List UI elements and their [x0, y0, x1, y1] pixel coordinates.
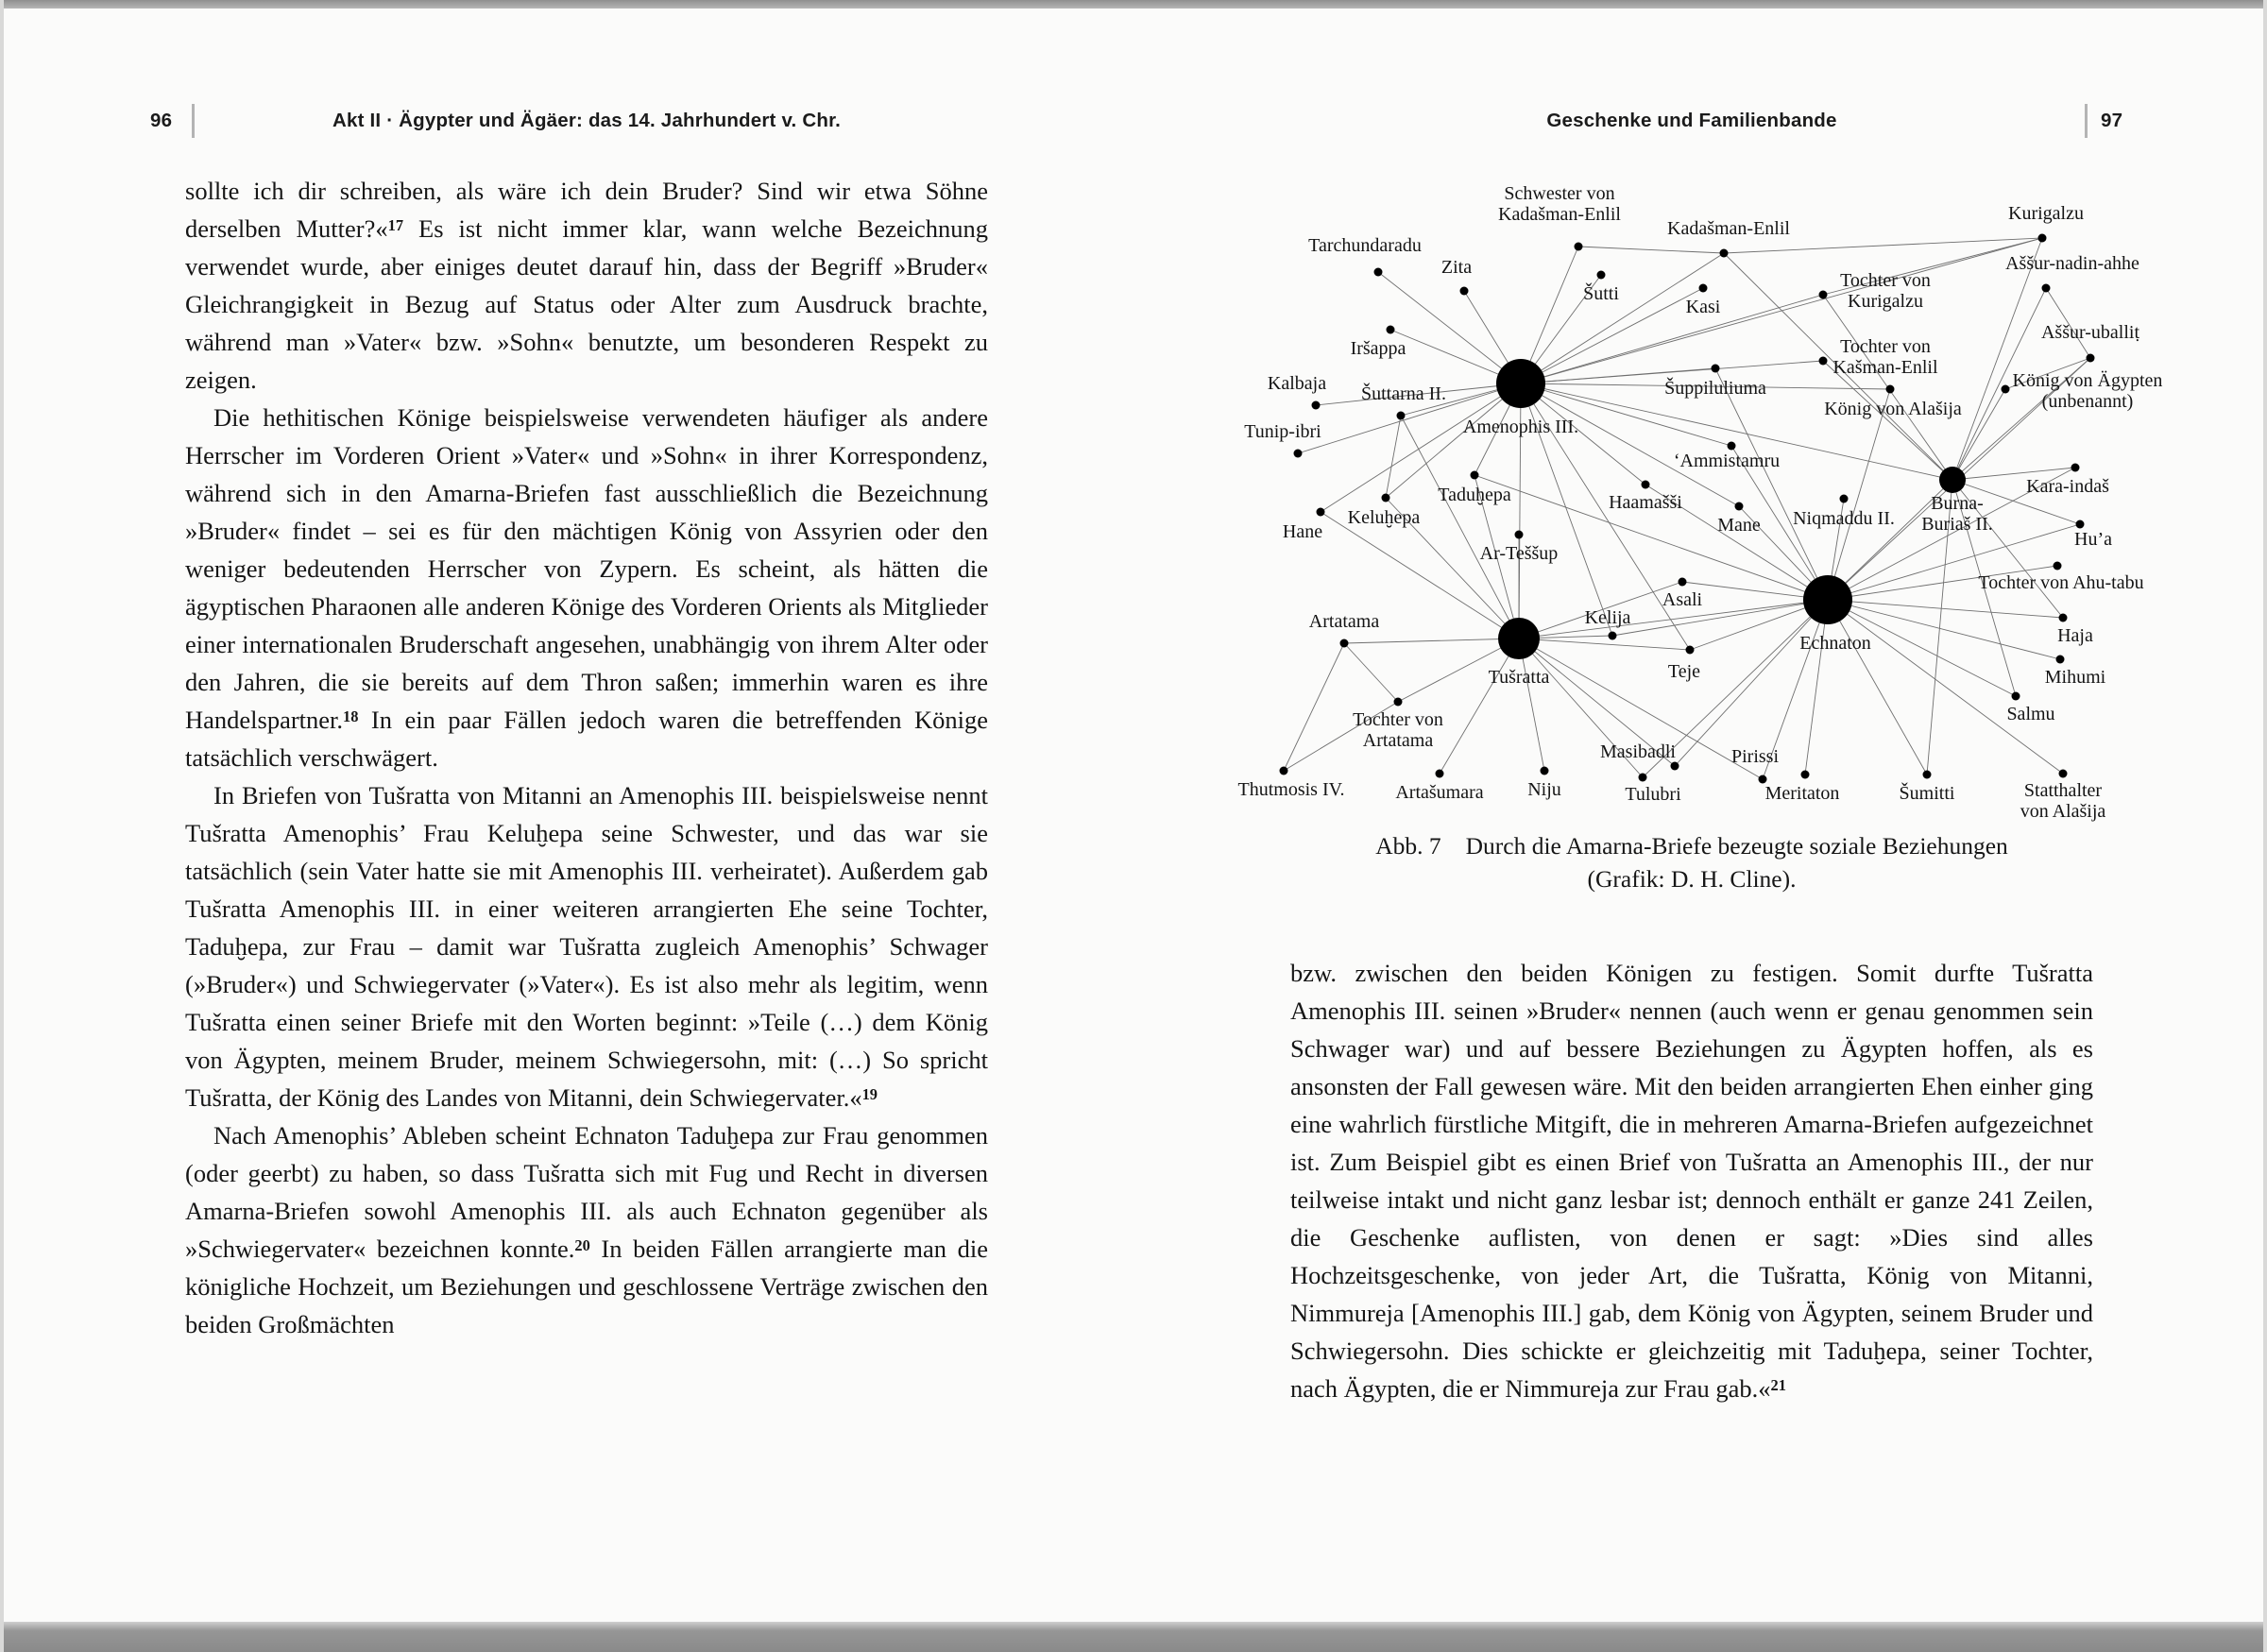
- person-label-hua: Hu’a: [2074, 529, 2112, 550]
- person-label-irsappa: Iršappa: [1350, 338, 1406, 359]
- person-node-statthalter: [2059, 770, 2068, 778]
- person-label-assur-uballit: Aššur-uballiṭ: [2040, 322, 2140, 343]
- person-label-burna-burias: Buriaš II.: [1921, 514, 1993, 535]
- person-node-koenig-alasija: [1886, 385, 1895, 394]
- relationship-edge: [1675, 600, 1828, 766]
- person-label-kara-indas: Kara-indaš: [2026, 476, 2109, 497]
- person-node-salmu: [2012, 692, 2020, 701]
- person-node-artasumara: [1436, 770, 1444, 778]
- person-node-suttarna: [1397, 412, 1406, 420]
- relationship-edge: [1521, 295, 1823, 383]
- relationship-edge: [1344, 639, 1519, 643]
- person-label-taduhepa: Taduḫepa: [1438, 485, 1511, 505]
- relationship-edge: [1521, 253, 1724, 383]
- person-node-hua: [2076, 520, 2085, 529]
- person-label-sutti: Šutti: [1583, 283, 1619, 304]
- figure-caption-label: Abb. 7: [1375, 832, 1441, 860]
- page-edge-right: [2263, 0, 2267, 1652]
- person-label-kadasman-enlil: Kadašman-Enlil: [1667, 218, 1790, 239]
- person-node-ammistamru: [1728, 442, 1736, 451]
- amarna-network-svg: [1237, 176, 2163, 837]
- person-node-tochter-kasman: [1819, 357, 1828, 366]
- person-label-teje: Teje: [1667, 661, 1701, 682]
- person-node-amenophis: [1496, 359, 1545, 408]
- person-label-niqmaddu: Niqmaddu II.: [1793, 508, 1895, 529]
- person-label-tunip-ibri: Tunip-ibri: [1244, 421, 1321, 442]
- person-label-tochter-kasman: Kašman-Enlil: [1832, 357, 1938, 378]
- page-edge-left: [0, 0, 4, 1652]
- person-label-tochter-kurigalzu: Tochter von: [1840, 270, 1931, 291]
- person-node-echnaton: [1803, 575, 1852, 624]
- person-label-tochter-artatama: Tochter von: [1353, 709, 1443, 730]
- footnote-marker: 18: [343, 707, 359, 725]
- person-node-kara-indas: [2071, 464, 2080, 472]
- person-label-koenig-aegypten-unbenannt: (unbenannt): [2041, 391, 2134, 412]
- person-label-sumitti: Šumitti: [1899, 783, 1955, 804]
- footnote-marker: 21: [1770, 1375, 1786, 1394]
- relationship-edge: [1284, 643, 1344, 771]
- relationship-edge: [1519, 639, 1690, 650]
- person-label-suppiluliuma: Šuppiluliuma: [1664, 378, 1766, 399]
- person-node-keluhepa: [1382, 494, 1390, 502]
- person-node-kalbaja: [1312, 401, 1321, 410]
- person-label-schwester-kadasman: Kadašman-Enlil: [1498, 204, 1621, 225]
- footnote-marker: 19: [861, 1084, 878, 1103]
- person-node-tulubri: [1639, 774, 1647, 782]
- person-label-tarchundaradu: Tarchundaradu: [1308, 235, 1422, 256]
- relationship-edge: [1378, 272, 1521, 383]
- person-label-schwester-kadasman: Schwester von: [1504, 183, 1615, 204]
- person-label-kurigalzu: Kurigalzu: [2008, 203, 2084, 224]
- person-label-amenophis: Amenophis III.: [1462, 417, 1579, 437]
- relationship-edge: [1828, 600, 1927, 775]
- person-label-kelija: Kelija: [1584, 607, 1631, 628]
- person-node-tusratta: [1498, 618, 1540, 659]
- person-node-mane: [1735, 502, 1744, 511]
- person-node-kadasman-enlil: [1720, 249, 1729, 258]
- person-node-niju: [1541, 767, 1549, 775]
- person-label-tochter-kasman: Tochter von: [1840, 336, 1931, 357]
- figure-caption-text: Durch die Amarna-Briefe bezeugte soziale Beziehungen: [1465, 832, 2008, 860]
- person-label-mihumi: Mihumi: [2044, 667, 2106, 688]
- relationship-edge: [1578, 247, 1724, 253]
- relationship-edge: [1386, 416, 1401, 498]
- person-label-tochter-artatama: Artatama: [1362, 730, 1434, 751]
- person-node-zita: [1460, 287, 1469, 296]
- person-node-koenig-aegypten-unbenannt: [2002, 385, 2010, 394]
- person-label-hane: Hane: [1282, 521, 1323, 542]
- person-label-kalbaja: Kalbaja: [1267, 373, 1327, 394]
- person-label-pirissi: Pirissi: [1730, 746, 1780, 767]
- figure-caption: [1290, 829, 2093, 895]
- paragraph: bzw. zwischen den beiden Königen zu festigen. Somit durfte Tušratta Amenophis III. seinen »Bruder« nennen (auch wenn er genau genommen sein Schwager war) und auf bessere Beziehungen zu Ägypten hoffen, als es ansonsten der Fall gewesen wäre. Mit den beiden arrangierten Ehen einher ging eine wahrlich fürstliche Mitgift, die in mehreren Amarna-Briefen aufgezeichnet ist. Zum Beispiel gibt es einen Brief von Tušratta an Amenophis III., der nur teilweise intakt und nicht ganz lesbar ist; dennoch enthält er ganze 241 Zeilen, die Geschenke auflisten, von denen er sagt: »Dies sind alles Hochzeitsgeschenke, von jeder Art, die Tušratta, König von Mitanni, Nimmureja [Amenophis III.] gab, dem König von Ägypten, seinem Bruder und Schwiegersohn. Dies schickte er gleichzeitig mit Taduḫepa, seiner Tochter, nach Ägypten, die er Nimmureja zur Frau gab.«$^{21}$: [1290, 959, 2093, 1403]
- person-label-ammistamru: ‘Ammistamru: [1673, 451, 1781, 471]
- person-node-artatama: [1340, 639, 1349, 648]
- left-page-body: [185, 172, 988, 1343]
- person-label-koenig-aegypten-unbenannt: König von Ägypten: [2012, 370, 2163, 391]
- running-head-right: Geschenke und Familienbande: [1546, 110, 1837, 131]
- page-number-left: 96: [150, 110, 173, 131]
- person-node-tunip-ibri: [1294, 450, 1303, 458]
- person-label-haamassi: Haamašši: [1609, 492, 1682, 513]
- person-label-statthalter: von Alašija: [2020, 801, 2106, 822]
- footnote-marker: 20: [574, 1235, 590, 1254]
- relationship-edge: [1828, 600, 2063, 774]
- person-label-artatama: Artatama: [1308, 611, 1380, 632]
- running-head-left: Akt II · Ägypter und Ägäer: das 14. Jahrhundert v. Chr.: [332, 110, 842, 131]
- relationship-edge: [1823, 361, 1952, 480]
- person-node-tochter-kurigalzu: [1819, 291, 1828, 299]
- person-node-assur-uballit: [2087, 354, 2095, 363]
- relationship-edge: [1344, 643, 1398, 702]
- person-label-suttarna: Šuttarna II.: [1361, 383, 1446, 404]
- person-label-niju: Niju: [1527, 779, 1561, 800]
- person-label-haja: Haja: [2057, 625, 2093, 646]
- amarna-network-figure: [1237, 176, 2163, 837]
- person-node-schwester-kadasman: [1575, 243, 1583, 251]
- person-label-thutmosis: Thutmosis IV.: [1237, 779, 1345, 800]
- person-label-salmu: Salmu: [2006, 704, 2055, 724]
- person-node-kasi: [1699, 284, 1708, 293]
- person-label-statthalter: Statthalter: [2023, 780, 2103, 801]
- person-label-tulubri: Tulubri: [1625, 784, 1681, 805]
- person-node-tochter-ahu-tabu: [2054, 562, 2062, 571]
- person-node-mihumi: [2056, 656, 2065, 664]
- person-node-kurigalzu: [2038, 234, 2047, 243]
- person-label-masibadli: Masibadli: [1600, 741, 1676, 762]
- page-number-right: 97: [2101, 110, 2123, 131]
- right-page-body: [1290, 954, 2093, 1407]
- person-node-kelija: [1609, 632, 1617, 640]
- person-node-tarchundaradu: [1374, 268, 1383, 277]
- person-label-assur-nadin-ahhe: Aššur-nadin-ahhe: [2005, 253, 2139, 274]
- footnote-marker: 17: [387, 215, 404, 234]
- person-node-irsappa: [1387, 326, 1395, 334]
- person-label-zita: Zita: [1440, 257, 1473, 278]
- person-node-burna-burias: [1939, 467, 1966, 493]
- relationship-edge: [1805, 600, 1828, 775]
- person-node-haja: [2059, 614, 2068, 622]
- person-label-tochter-ahu-tabu: Tochter von Ahu-tabu: [1978, 572, 2144, 593]
- person-node-niqmaddu: [1840, 495, 1849, 503]
- person-node-hane: [1317, 508, 1325, 517]
- person-node-teje: [1686, 646, 1695, 655]
- person-node-meritaton: [1801, 771, 1810, 779]
- person-label-meritaton: Meritaton: [1764, 783, 1840, 804]
- relationship-edge: [1521, 383, 1739, 506]
- person-node-ar-tessup: [1515, 531, 1524, 539]
- person-label-ar-tessup: Ar-Teššup: [1479, 543, 1559, 564]
- relationship-edge: [1724, 238, 2042, 253]
- person-label-echnaton: Echnaton: [1799, 633, 1871, 654]
- paragraph: Nach Amenophis’ Ableben scheint Echnaton Taduḫepa zur Frau genommen (oder geerbt) zu haben, so dass Tušratta sich mit Fug und Recht in diversen Amarna-Briefen sowohl Amenophis III. als auch Echnaton gegenüber als »Schwiegervater« bezeichnen konnte.$^{20}$ In beiden Fällen arrangierte man die königliche Hochzeit, um Beziehungen und geschlossene Verträge zwischen den beiden Großmächten: [185, 1121, 989, 1338]
- person-label-burna-burias: Burna-: [1931, 493, 1984, 514]
- person-node-sutti: [1597, 271, 1606, 280]
- figure-caption-credit: (Grafik: D. H. Cline).: [1587, 865, 1797, 893]
- relationship-edge: [1828, 389, 1890, 600]
- person-node-suppiluliuma: [1712, 365, 1720, 373]
- person-label-tochter-kurigalzu: Kurigalzu: [1848, 291, 1923, 312]
- person-node-assur-nadin-ahhe: [2042, 284, 2051, 293]
- person-label-tusratta: Tušratta: [1488, 667, 1550, 688]
- figure-caption-line1: [1290, 829, 2093, 862]
- person-node-taduhepa: [1471, 471, 1479, 480]
- paragraph: Die hethitischen Könige beispielsweise verwendeten häufiger als andere Herrscher im Vorderen Orient »Vater« und »Sohn« in ihrer Korrespondenz, während sich in den Amarna-Briefen fast ausschließlich die Bezeichnung »Bruder« findet – sei es für den mächtigen König von Assyrien oder den weniger bedeutenden Herrscher von Zypern. Es scheint, als hätten die ägyptischen Pharaonen alle anderen Könige des Vorderen Orients als Mitglieder einer internationalen Bruderschaft angesehen, unabhängig von ihrem Alter oder den Jahren, die sie bereits auf dem Thron saßen; immerhin waren es ihre Handelspartner.$^{18}$ In ein paar Fällen jedoch waren die betreffenden Könige tatsächlich verschwägert.: [185, 403, 988, 772]
- page-edge-top: [0, 0, 2267, 9]
- person-node-sumitti: [1923, 771, 1932, 779]
- person-node-asali: [1679, 578, 1687, 587]
- header-divider-right: [2085, 104, 2088, 138]
- person-label-mane: Mane: [1717, 515, 1761, 536]
- person-node-haamassi: [1642, 481, 1650, 489]
- person-label-asali: Asali: [1662, 589, 1703, 610]
- person-node-tochter-artatama: [1394, 698, 1403, 707]
- relationship-edge: [1715, 368, 1828, 600]
- person-label-koenig-alasija: König von Alašija: [1824, 399, 1962, 419]
- page-edge-bottom: [0, 1622, 2267, 1652]
- person-node-masibadli: [1671, 762, 1679, 771]
- paragraph: In Briefen von Tušratta von Mitanni an Amenophis III. beispielsweise nennt Tušratta Amenophis’ Frau Keluḫepa seine Schwester, und das war sie tatsächlich (sein Vater hatte sie mit Amenophis III. verheiratet). Außerdem gab Tušratta Amenophis III. in einer weiteren arrangierten Ehe seine Tochter, Taduḫepa, zur Frau – damit war Tušratta zugleich Amenophis’ Schwager (»Bruder«) und Schwiegervater (»Vater«). Es ist also mehr als legitim, wenn Tušratta einen seiner Briefe mit den Worten beginnt: »Teile (…) dem König von Ägypten, meinem Bruder, meinem Schwiegersohn, mit: (…) So spricht Tušratta, der König des Landes von Mitanni, dein Schwiegervater.«$^{19}$: [185, 781, 988, 1112]
- person-node-thutmosis: [1280, 767, 1288, 775]
- paragraph: sollte ich dir schreiben, als wäre ich dein Bruder? Sind wir etwa Söhne derselben Mutter?«$^{17}$ Es ist nicht immer klar, wann welche Bezeichnung verwendet wurde, aber einiges deutet darauf hin, dass der Begriff »Bruder« Gleichrangigkeit in Bezug auf Status oder Alter zum Ausdruck brachte, während man »Vater« bzw. »Sohn« benutzte, um besonderen Respekt zu zeigen.: [185, 177, 988, 394]
- person-label-keluhepa: Keluḫepa: [1347, 507, 1421, 528]
- person-label-kasi: Kasi: [1685, 297, 1721, 317]
- relationship-edge: [1440, 639, 1519, 774]
- person-label-artasumara: Artašumara: [1395, 782, 1484, 803]
